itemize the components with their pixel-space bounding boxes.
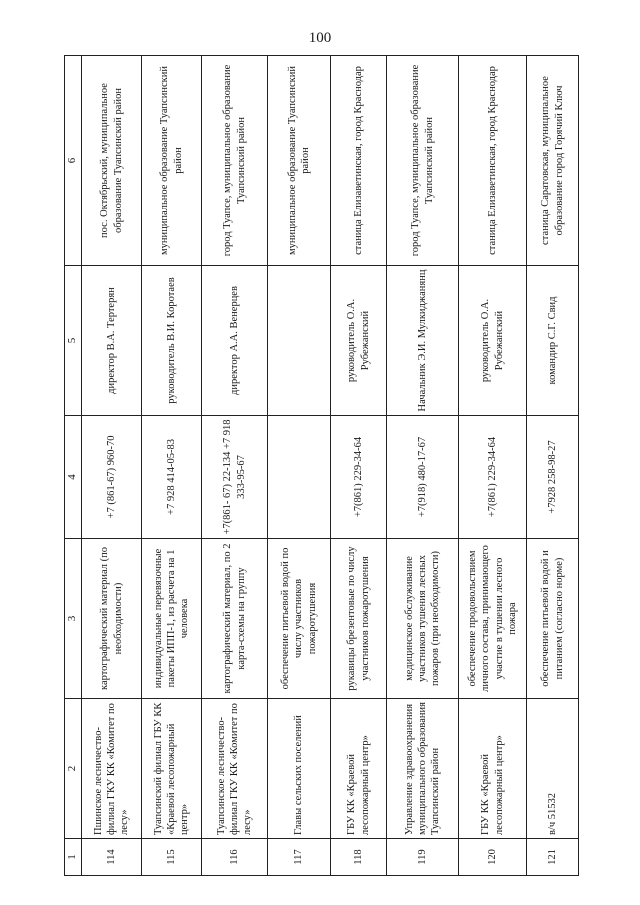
phone-cell: +7 928 414-05-83 — [142, 416, 202, 539]
row-number: 117 — [268, 839, 331, 876]
table-header-row — [65, 56, 82, 876]
rotated-table-container — [64, 56, 577, 876]
responsible-person-cell: командир С.Г. Свид — [527, 266, 579, 416]
resources-table — [64, 55, 579, 876]
organization-cell: в/ч 51532 — [527, 699, 579, 839]
location-cell: станица Елизаветинская, город Краснодар — [459, 56, 527, 266]
row-number: 116 — [202, 839, 268, 876]
row-number: 121 — [527, 839, 579, 876]
responsible-person-cell: Начальник Э.И. Мулкиджанянц — [387, 266, 459, 416]
responsible-person-cell: директор В.А. Тертерян — [82, 266, 142, 416]
resource-cell: картографический материал (по необходимости) — [82, 539, 142, 699]
row-number: 114 — [82, 839, 142, 876]
table-row — [202, 56, 268, 876]
responsible-person-cell: руководитель О.А. Рубежанский — [331, 266, 387, 416]
row-number: 115 — [142, 839, 202, 876]
row-number: 119 — [387, 839, 459, 876]
table-row — [527, 56, 579, 876]
resource-cell: обеспечение питьевой водой по числу участников пожаротушения — [268, 539, 331, 699]
resource-cell: картографический материал, по 2 карта-схемы на группу — [202, 539, 268, 699]
responsible-person-cell: руководитель В.И. Коротаев — [142, 266, 202, 416]
organization-cell: ГБУ КК «Краевой лесопожарный центр» — [331, 699, 387, 839]
location-cell: город Туапсе, муниципальное образование Туапсинский район — [202, 56, 268, 266]
resource-cell: обеспечение питьевой водой и питанием (согласно норме) — [527, 539, 579, 699]
phone-cell: +7(861) 229-34-64 — [459, 416, 527, 539]
organization-cell: Туапсинское лесничество-филиал ГКУ КК «Комитет по лесу» — [202, 699, 268, 839]
location-cell: станица Саратовская, муниципальное образование город Горячий Ключ — [527, 56, 579, 266]
header-cell: 3 — [65, 539, 82, 699]
row-number: 120 — [459, 839, 527, 876]
page-number: 100 — [308, 30, 332, 46]
location-cell: станица Елизаветинская, город Краснодар — [331, 56, 387, 266]
organization-cell: Главы сельских поселений — [268, 699, 331, 839]
table-row — [82, 56, 142, 876]
responsible-person-cell: руководитель О.А. Рубежанский — [459, 266, 527, 416]
organization-cell: Управление здравоохранения муниципального образования Туапсинский район — [387, 699, 459, 839]
header-cell: 6 — [65, 56, 82, 266]
organization-cell: ГБУ КК «Краевой лесопожарный центр» — [459, 699, 527, 839]
phone-cell: +7(918) 480-17-67 — [387, 416, 459, 539]
resource-cell: обеспечение продовольствием личного состава, принимающего участие в тушении лесного пожара — [459, 539, 527, 699]
location-cell: муниципальное образование Туапсинский район — [268, 56, 331, 266]
phone-cell: +7928 258-98-27 — [527, 416, 579, 539]
phone-cell: +7 (861-67) 960-70 — [82, 416, 142, 539]
location-cell: муниципальное образование Туапсинский район — [142, 56, 202, 266]
row-number: 118 — [331, 839, 387, 876]
table-row — [331, 56, 387, 876]
table-row — [142, 56, 202, 876]
header-cell: 5 — [65, 266, 82, 416]
organization-cell: Пшинское лесничество-филиал ГКУ КК «Комитет по лесу» — [82, 699, 142, 839]
resource-cell: индивидуальные перевязочные пакеты ИПП-1, из расчета на 1 человека — [142, 539, 202, 699]
location-cell: пос. Октябрьский, муниципальное образование Туапсинский район — [82, 56, 142, 266]
table-row — [268, 56, 331, 876]
phone-cell — [268, 416, 331, 539]
table-row — [459, 56, 527, 876]
responsible-person-cell: директор А.А. Венерцев — [202, 266, 268, 416]
header-cell: 2 — [65, 699, 82, 839]
table-row — [387, 56, 459, 876]
header-cell: 1 — [65, 839, 82, 876]
responsible-person-cell — [268, 266, 331, 416]
header-cell: 4 — [65, 416, 82, 539]
organization-cell: Туапсинский филиал ГБУ КК «Краевой лесопожарный центр» — [142, 699, 202, 839]
location-cell: город Туапсе, муниципальное образование Туапсинский район — [387, 56, 459, 266]
resource-cell: медицинское обслуживание участников тушения лесных пожаров (при необходимости) — [387, 539, 459, 699]
phone-cell: +7(861- 67) 22-134 +7 918 333-95-67 — [202, 416, 268, 539]
phone-cell: +7(861) 229-34-64 — [331, 416, 387, 539]
resource-cell: рукавицы брезентовые по числу участников пожаротушения — [331, 539, 387, 699]
